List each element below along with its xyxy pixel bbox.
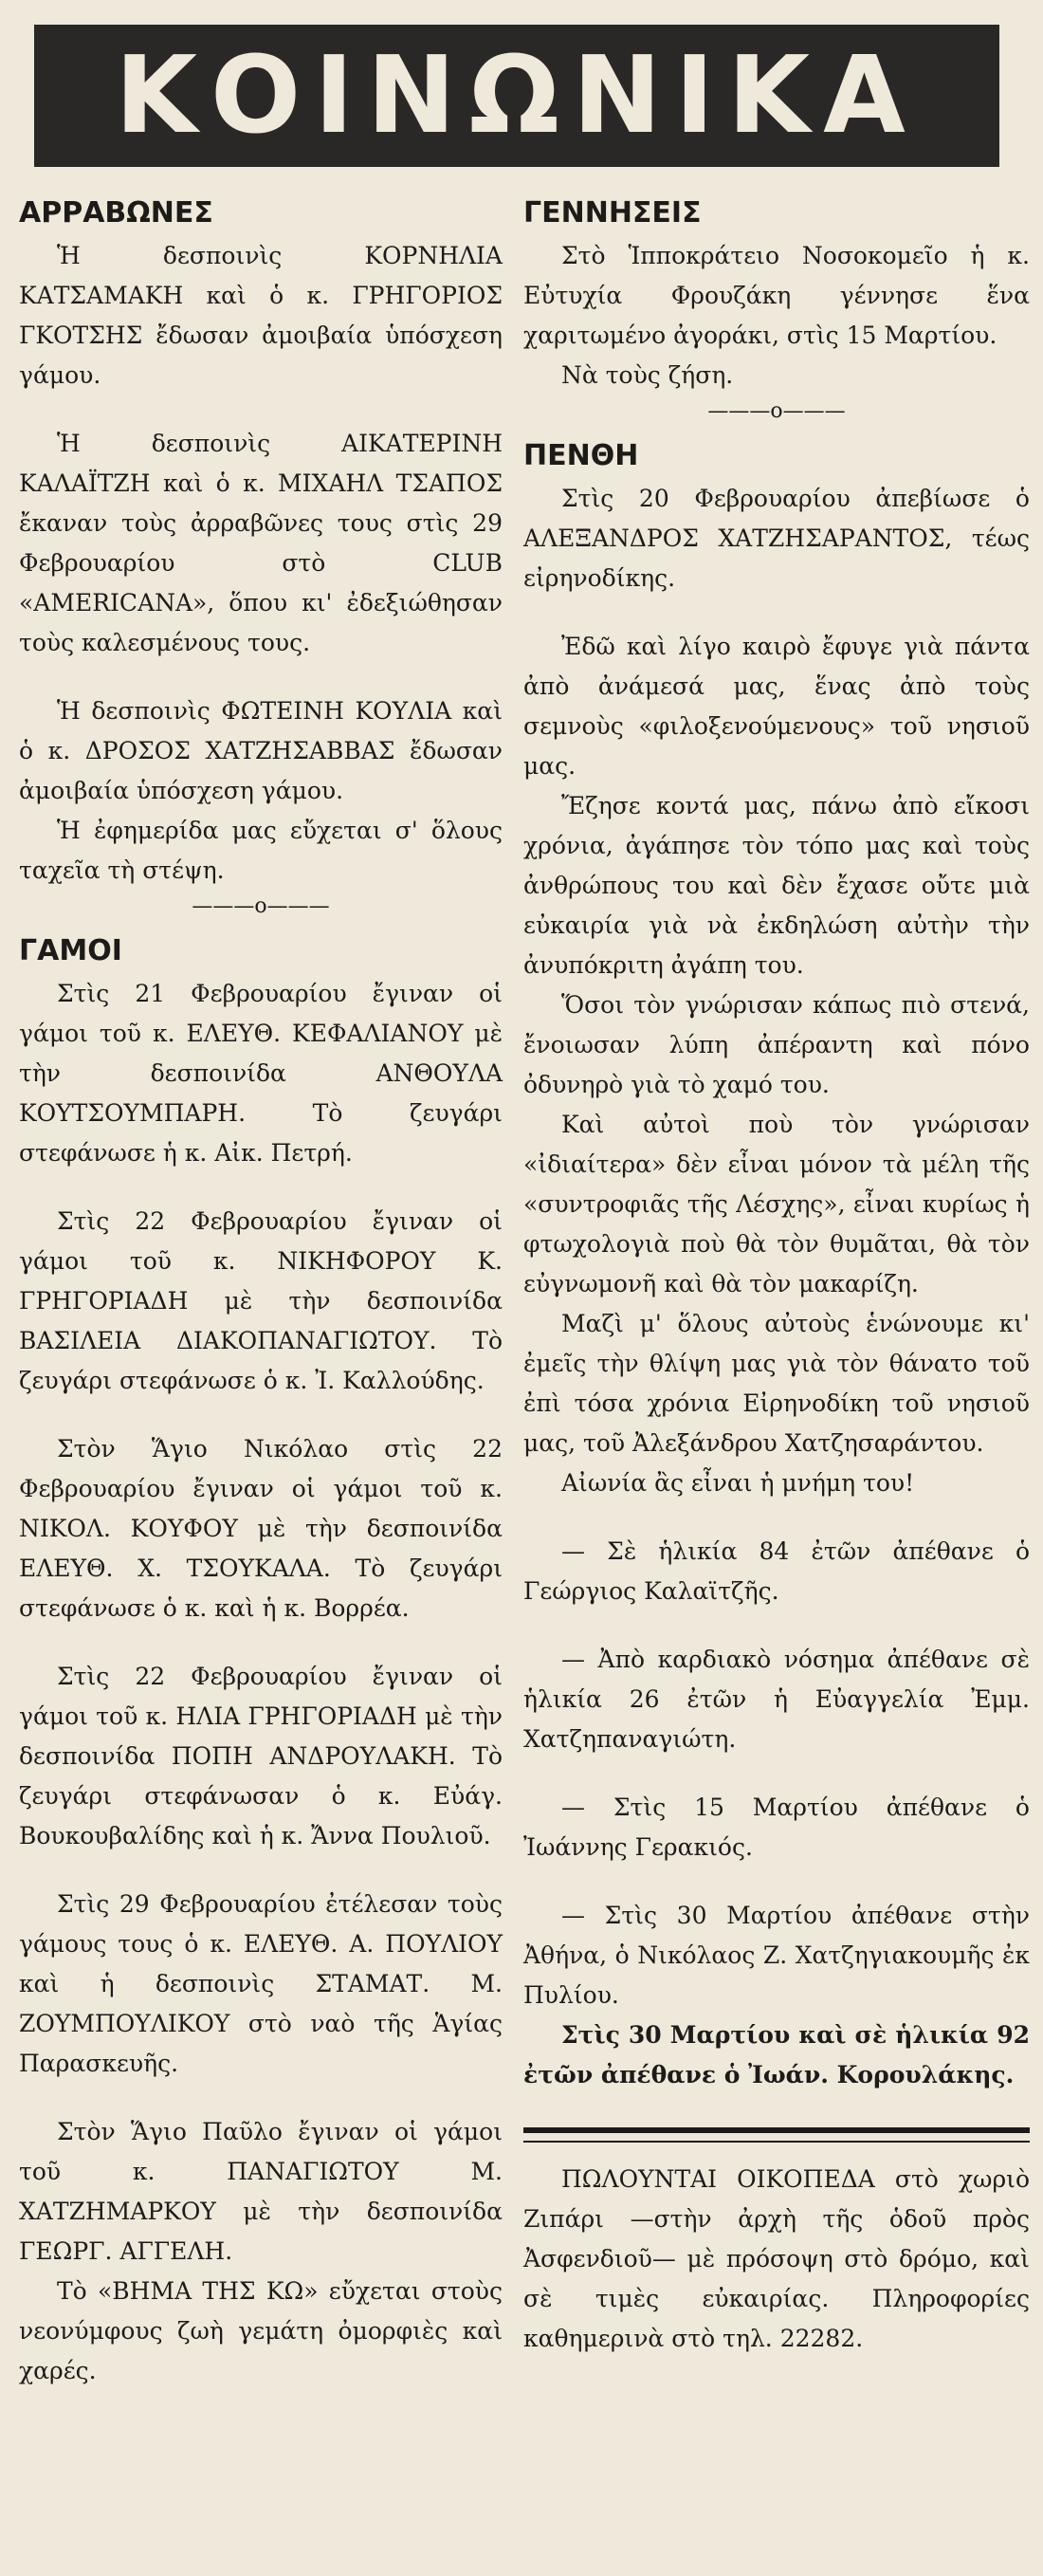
- engagement-notice: Ἡ δεσποινὶς ΦΩΤΕΙΝΗ ΚΟΥΛΙΑ καὶ ὁ κ. ΔΡΟΣΟΣ ΧΑΤΖΗΣΑΒΒΑΣ ἔδωσαν ἀμοιβαία ὑπόσχεση γάμου.: [19, 697, 503, 804]
- weddings-heading: ΓΑΜΟΙ: [19, 934, 122, 967]
- death-notice: — Ἀπὸ καρδιακὸ νόσημα ἀπέθανε σὲ ἡλικία 26 ἐτῶν ἡ Εὐαγγελία Ἐμμ. Χατζηπαναγιώτη.: [523, 1646, 1030, 1753]
- engagements-closing: Ἡ ἐφημερίδα μας εὔχεται σ' ὅλους ταχεῖα τὴ στέψη.: [19, 817, 503, 884]
- obituary-paragraph: Ἔζησε κοντά μας, πάνω ἀπὸ εἴκοσι χρόνια, ἀγάπησε τὸν τόπο μας καὶ τοὺς ἀνθρώπους του καὶ δὲν ἔχασε οὔτε μιὰ εὐκαιρία γιὰ νὰ ἐκδηλώση αὐτὴν τὴν ἀνυπόκριτη ἀγάπη του.: [523, 792, 1030, 979]
- wedding-notice: Στὸν Ἅγιο Νικόλαο στὶς 22 Φεβρουαρίου ἔγιναν οἱ γάμοι τοῦ κ. ΝΙΚΟΛ. ΚΟΥΦΟΥ μὲ τὴν δεσποινίδα ΕΛΕΥΘ. Χ. ΤΣΟΥΚΑΛΑ. Τὸ ζευγάρι στεφάνωσε ὁ κ. καὶ ἡ κ. Βορρέα.: [19, 1435, 503, 1622]
- engagement-notice: Ἡ δεσποινὶς ΚΟΡΝΗΛΙΑ ΚΑΤΣΑΜΑΚΗ καὶ ὁ κ. ΓΡΗΓΟΡΙΟΣ ΓΚΟΤΣΗΣ ἔδωσαν ἀμοιβαία ὑπόσχεση γάμου.: [19, 242, 503, 389]
- obituary-tribute: Μαζὶ μ' ὅλους αὐτοὺς ἑνώνουμε κι' ἐμεῖς τὴν θλίψη μας γιὰ τὸν θάνατο τοῦ ἐπὶ τόσα χρόνια Εἰρηνοδίκη τοῦ νησιοῦ μας, τοῦ Ἀλεξάνδρου Χατζησαράντου.: [523, 1310, 1030, 1457]
- right-column: [523, 194, 1030, 2359]
- death-notice: — Στὶς 30 Μαρτίου ἀπέθανε στὴν Ἀθήνα, ὁ Νικόλαος Ζ. Χατζηγιακουμῆς ἐκ Πυλίου.: [523, 1902, 1030, 2009]
- obituary-paragraph: Στὶς 20 Φεβρουαρίου ἀπεβίωσε ὁ ΑΛΕΞΑΝΔΡΟΣ ΧΑΤΖΗΣΑΡΑΝΤΟΣ, τέως εἰρηνοδίκης.: [523, 485, 1030, 592]
- engagement-notice: Ἡ δεσποινὶς ΑΙΚΑΤΕΡΙΝΗ ΚΑΛΑΪΤΖΗ καὶ ὁ κ. ΜΙΧΑΗΛ ΤΣΑΠΟΣ ἔκαναν τοὺς ἀρραβῶνες τους στὶς 29 Φεβρουαρίου στὸ CLUB «AMERICANA», ὅπου κι' ἐδεξιώθησαν τοὺς καλεσμένους τους.: [19, 430, 503, 656]
- births-closing: Νὰ τοὺς ζήση.: [561, 361, 734, 389]
- land-for-sale-ad: ΠΩΛΟΥΝΤΑΙ ΟΙΚΟΠΕΔΑ στὸ χωριὸ Ζιπάρι —στὴν ἀρχὴ τῆς ὁδοῦ πρὸς Ἀσφενδιοῦ— μὲ πρόσοψη στὸ δρόμο, καὶ σὲ τιμὲς εὐκαιρίας. Πληροφορίες καθημερινὰ στὸ τηλ. 22282.: [523, 2165, 1030, 2352]
- left-column: [19, 194, 503, 2391]
- death-notice: — Σὲ ἡλικία 84 ἐτῶν ἀπέθανε ὁ Γεώργιος Καλαϊτζῆς.: [523, 1537, 1030, 1605]
- death-notice: — Στὶς 15 Μαρτίου ἀπέθανε ὁ Ἰωάννης Γερακιός.: [523, 1794, 1030, 1861]
- obituary-paragraph: Ἐδῶ καὶ λίγο καιρὸ ἔφυγε γιὰ πάντα ἀπὸ ἀνάμεσά μας, ἕνας ἀπὸ τοὺς σεμνοὺς «φιλοξενούμενους» τοῦ νησιοῦ μας.: [523, 633, 1030, 780]
- section-separator: ———o———: [707, 399, 846, 423]
- birth-notice: Στὸ Ἱπποκράτειο Νοσοκομεῖο ἡ κ. Εὐτυχία Φρουζάκη γέννησε ἕνα χαριτωμένο ἀγοράκι, στὶς 15 Μαρτίου.: [523, 242, 1030, 349]
- engagements-heading: ΑΡΡΑΒΩΝΕΣ: [19, 196, 213, 230]
- births-heading: ΓΕΝΝΗΣΕΙΣ: [523, 196, 702, 230]
- wedding-notice: Στὶς 22 Φεβρουαρίου ἔγιναν οἱ γάμοι τοῦ κ. ΗΛΙΑ ΓΡΗΓΟΡΙΑΔΗ μὲ τὴν δεσποινίδα ΠΟΠΗ ΑΝΔΡΟΥΛΑΚΗ. Τὸ ζευγάρι στεφάνωσαν ὁ κ. Εὐάγ. Βουκουβαλίδης καὶ ἡ κ. Ἄννα Πουλιοῦ.: [19, 1663, 503, 1849]
- section-title: ΚΟΙΝΩΝΙΚΑ: [115, 34, 919, 157]
- obituary-paragraph: Καὶ αὐτοὶ ποὺ τὸν γνώρισαν «ἰδιαίτερα» δὲν εἶναι μόνον τὰ μέλη τῆς «συντροφιᾶς τῆς Λέσχης», εἶναι κυρίως ἡ φτωχολογιὰ ποὺ θὰ τὸν θυμᾶται, θὰ τὸν εὐγνωμονῆ καὶ θὰ τὸν μακαρίζη.: [523, 1111, 1030, 1297]
- wedding-notice: Στὸν Ἅγιο Παῦλο ἔγιναν οἱ γάμοι τοῦ κ. ΠΑΝΑΓΙΩΤΟΥ Μ. ΧΑΤΖΗΜΑΡΚΟΥ μὲ τὴν δεσποινίδα ΓΕΩΡΓ. ΑΓΓΕΛΗ.: [19, 2118, 503, 2265]
- death-notice-bold: Στὶς 30 Μαρτίου καὶ σὲ ἡλικία 92 ἐτῶν ἀπέθανε ὁ Ἰωάν. Κορουλάκης.: [523, 2021, 1030, 2088]
- wedding-notice: Στὶς 22 Φεβρουαρίου ἔγιναν οἱ γάμοι τοῦ κ. ΝΙΚΗΦΟΡΟΥ Κ. ΓΡΗΓΟΡΙΑΔΗ μὲ τὴν δεσποινίδα ΒΑΣΙΛΕΙΑ ΔΙΑΚΟΠΑΝΑΓΙΩΤΟΥ. Τὸ ζευγάρι στεφάνωσε ὁ κ. Ἰ. Καλλούδης.: [19, 1207, 503, 1394]
- wedding-notice: Στὶς 29 Φεβρουαρίου ἐτέλεσαν τοὺς γάμους τους ὁ κ. ΕΛΕΥΘ. Α. ΠΟΥΛΙΟΥ καὶ ἡ δεσποινὶς ΣΤΑΜΑΤ. Μ. ΖΟΥΜΠΟΥΛΙΚΟΥ στὸ ναὸ τῆς Ἁγίας Παρασκευῆς.: [19, 1890, 503, 2077]
- obituary-memory: Αἰωνία ἂς εἶναι ἡ μνήμη του!: [561, 1469, 915, 1497]
- ad-divider: [523, 2127, 1030, 2143]
- section-separator: ———o———: [192, 894, 330, 918]
- wedding-notice: Στὶς 21 Φεβρουαρίου ἔγιναν οἱ γάμοι τοῦ κ. ΕΛΕΥΘ. ΚΕΦΑΛΙΑΝΟΥ μὲ τὴν δεσποινίδα ΑΝΘΟΥΛΑ ΚΟΥΤΣΟΥΜΠΑΡΗ. Τὸ ζευγάρι στεφάνωσε ἡ κ. Αἰκ. Πετρή.: [19, 980, 503, 1167]
- weddings-closing: Τὸ «ΒΗΜΑ ΤΗΣ ΚΩ» εὔχεται στοὺς νεονύμφους ζωὴ γεμάτη ὀμορφιὲς καὶ χαρές.: [19, 2277, 503, 2384]
- mourning-heading: ΠΕΝΘΗ: [523, 439, 639, 472]
- masthead-banner: [34, 25, 999, 167]
- obituary-paragraph: Ὅσοι τὸν γνώρισαν κάπως πιὸ στενά, ἔνοιωσαν λύπη ἀπέραντη καὶ πόνο ὀδυνηρὸ γιὰ τὸ χαμό του.: [523, 991, 1030, 1098]
